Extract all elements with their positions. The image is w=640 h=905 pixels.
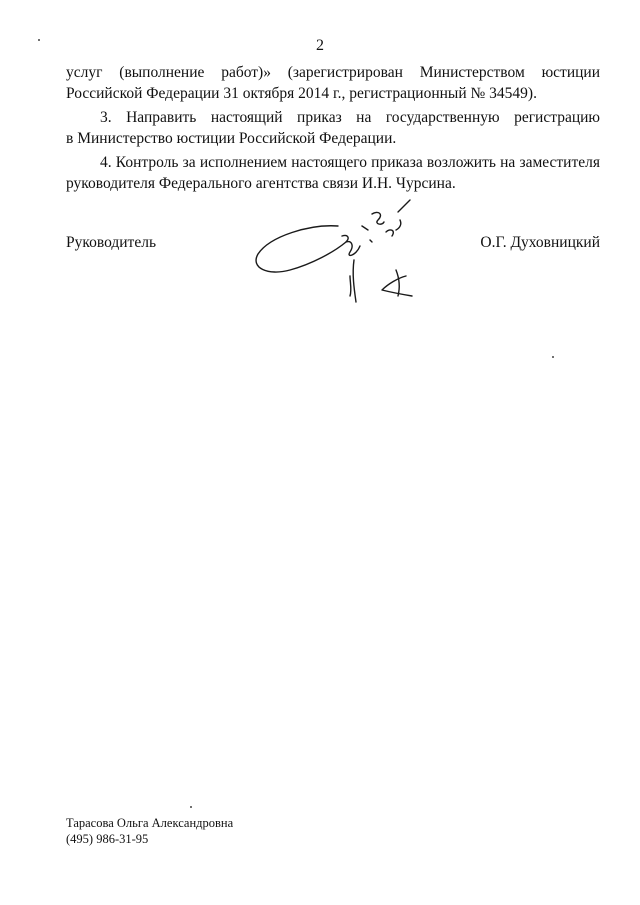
signer-name: О.Г. Духовницкий <box>480 234 600 251</box>
executor-info <box>66 815 233 847</box>
executor-phone: (495) 986-31-95 <box>66 832 149 846</box>
scan-speck <box>190 806 192 808</box>
document-body <box>66 62 600 197</box>
paragraph-item-3 <box>66 107 600 149</box>
text-line: 3. Направить настоящий приказ на государственную регистрацию <box>100 109 600 126</box>
executor-name: Тарасова Ольга Александровна <box>66 816 234 830</box>
handwritten-signature <box>250 196 430 308</box>
paragraph-item-4 <box>66 152 600 194</box>
text-line: руководителя Федерального агентства связи И.Н. Чурсина. <box>66 175 456 192</box>
text-line: услуг (выполнение работ)» (зарегистрирован Министерством юстиции <box>66 64 600 81</box>
page-number: 2 <box>316 37 324 54</box>
text-line: в Министерство юстиции Российской Федерации. <box>66 130 397 147</box>
text-line: 4. Контроль за исполнением настоящего приказа возложить на заместителя <box>100 154 600 171</box>
text-line: Российской Федерации 31 октября 2014 г., регистрационный № 34549). <box>66 85 537 102</box>
paragraph-continuation <box>66 62 600 104</box>
scan-speck <box>552 356 554 358</box>
signer-title: Руководитель <box>66 234 157 251</box>
